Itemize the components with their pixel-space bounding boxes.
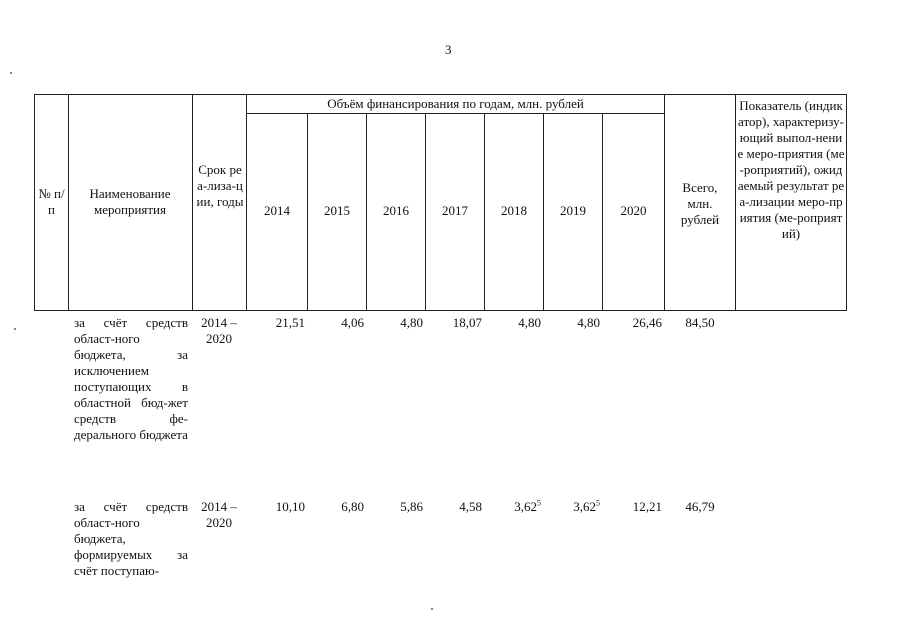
header-total: Всего, млн. рублей — [680, 180, 720, 227]
row-value: 3,62$^5$ — [573, 498, 600, 514]
row-value: 18,07 — [452, 315, 482, 330]
row-value: 5,86 — [400, 499, 423, 514]
header-year: 2017 — [442, 203, 468, 218]
col-line — [664, 94, 665, 311]
table-top-border — [34, 94, 846, 95]
row-total: 84,50 — [685, 315, 715, 330]
row-term: 2014 – 2020 — [201, 499, 237, 530]
scan-speck — [14, 328, 16, 330]
row-value: 4,58 — [459, 499, 482, 514]
col-line — [68, 94, 69, 311]
col-line — [735, 94, 736, 311]
header-year: 2018 — [501, 203, 527, 218]
header-name: Наименование мероприятия — [89, 186, 171, 217]
header-year: 2016 — [383, 203, 409, 218]
row-value: 21,51 — [275, 315, 305, 330]
row-value: 4,80 — [577, 315, 600, 330]
row-value: 3,62$^5$ — [514, 498, 541, 514]
scan-speck — [10, 72, 12, 74]
col-line — [846, 94, 847, 311]
page-number: 3 — [445, 42, 452, 57]
row-name: за счёт средств област-ного бюджета, за исключением поступающих в областной бюд-жет средств фе-дерального бюджета — [74, 315, 188, 442]
header-num: № п/п — [38, 186, 65, 217]
row-value: 4,06 — [341, 315, 364, 330]
header-year: 2019 — [560, 203, 586, 218]
scan-speck — [431, 608, 433, 610]
header-year: 2014 — [264, 203, 290, 218]
row-value: 26,46 — [632, 315, 662, 330]
row-value: 6,80 — [341, 499, 364, 514]
col-line — [192, 94, 193, 311]
header-term: Срок реа-лиза-ции, годы — [196, 162, 244, 209]
row-value: 4,80 — [518, 315, 541, 330]
header-funding-group: Объём финансирования по годам, млн. рублей — [327, 96, 584, 111]
row-value: 10,10 — [275, 499, 305, 514]
row-value: 4,80 — [400, 315, 423, 330]
row-total: 46,79 — [685, 499, 715, 514]
header-indicator: Показатель (индикатор), характеризу-ющий выпол-нение меро-приятия (ме-роприятий), ожидаемый результат реа-лизации меро-приятия (ме-роприятий) — [737, 98, 845, 241]
row-value: 12,21 — [632, 499, 662, 514]
header-year: 2020 — [620, 203, 647, 218]
header-bottom-border — [34, 310, 846, 311]
row-name: за счёт средств област-ного бюджета, формируемых за счёт поступаю- — [74, 499, 188, 578]
header-year: 2015 — [324, 203, 350, 218]
row-term: 2014 – 2020 — [201, 315, 237, 346]
